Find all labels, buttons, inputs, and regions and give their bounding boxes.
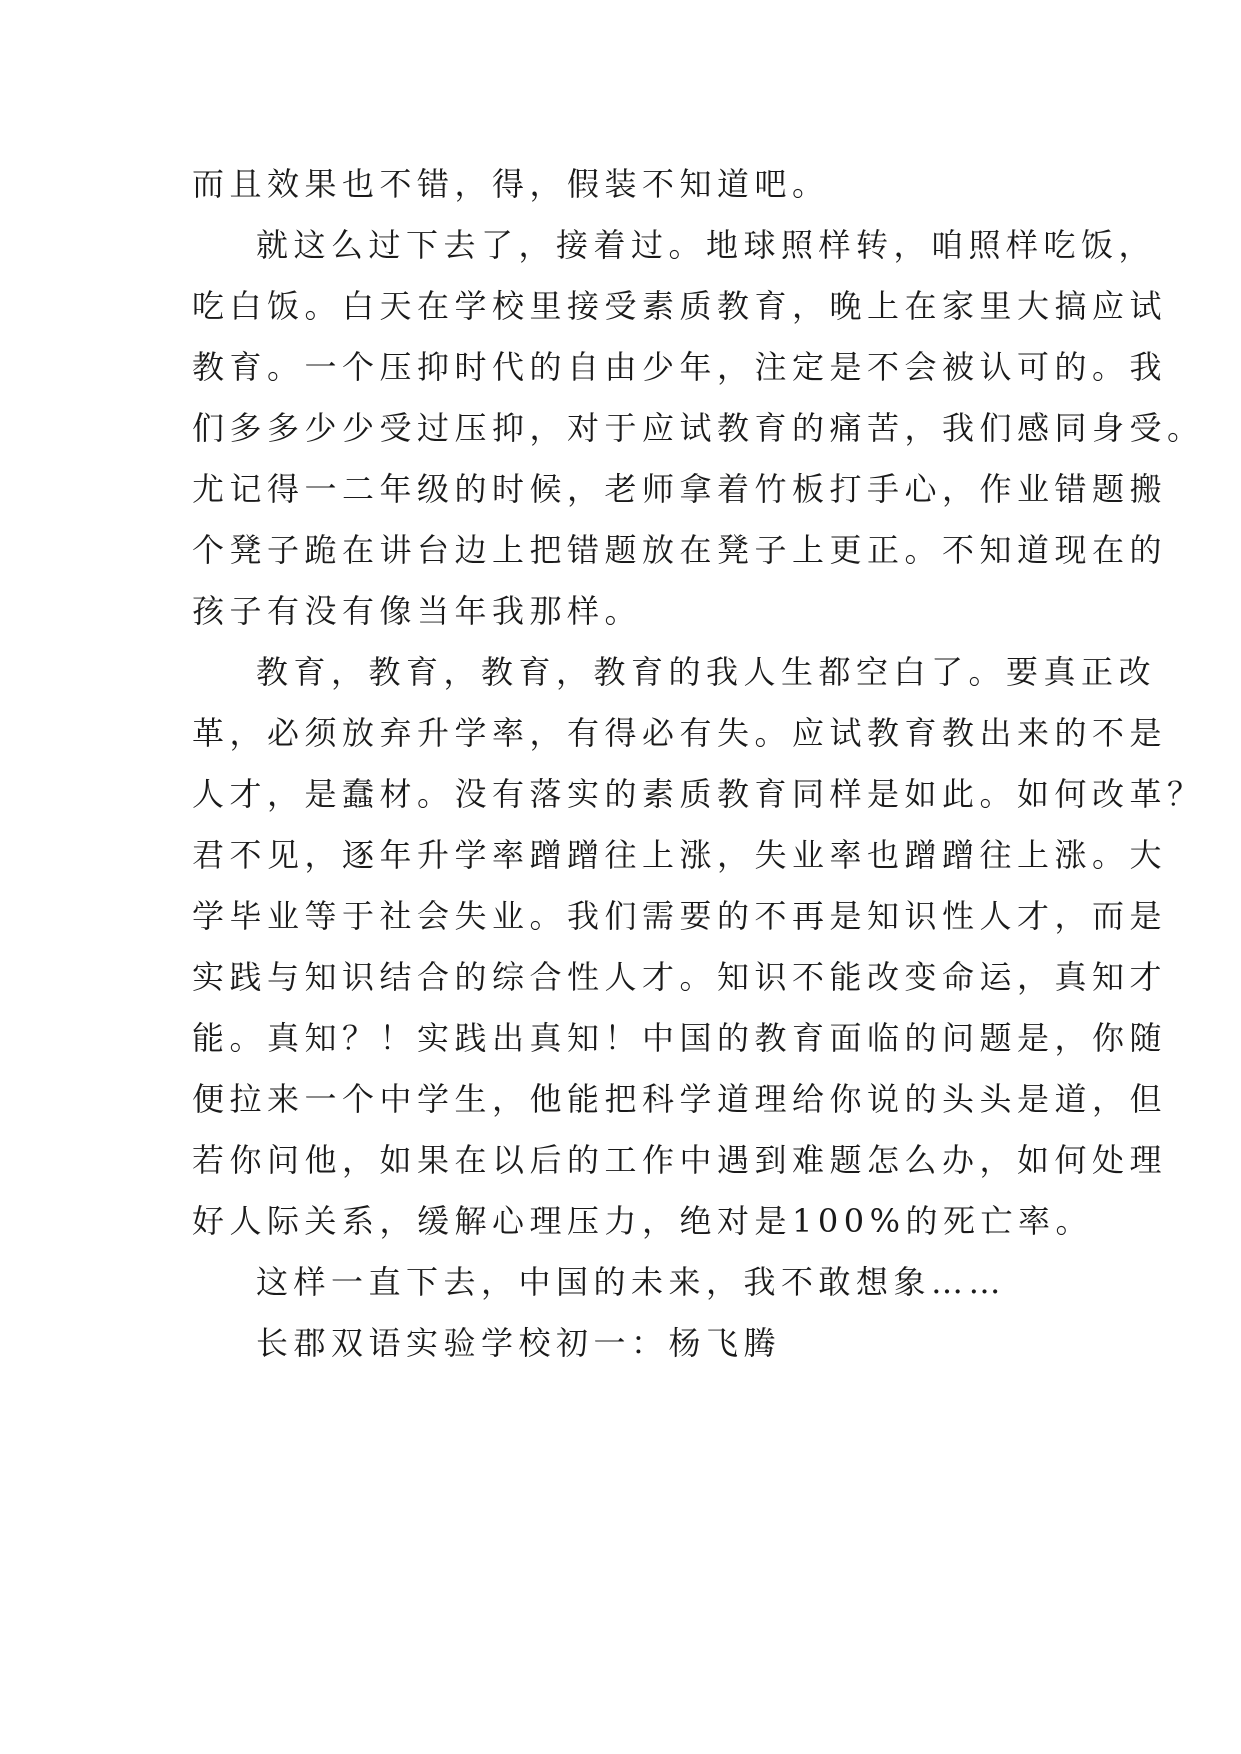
text-line: 个凳子跪在讲台边上把错题放在凳子上更正。不知道现在的 <box>192 531 1168 569</box>
text-line: 若你问他，如果在以后的工作中遇到难题怎么办，如何处理 <box>192 1141 1168 1179</box>
text-line: 好人际关系，缓解心理压力，绝对是100%的死亡率。 <box>192 1202 1093 1240</box>
text-line: 实践与知识结合的综合性人才。知识不能改变命运，真知才 <box>192 958 1168 996</box>
text-line: 吃白饭。白天在学校里接受素质教育，晚上在家里大搞应试 <box>192 287 1168 325</box>
text-line: 教育。一个压抑时代的自由少年，注定是不会被认可的。我 <box>192 348 1168 386</box>
text-line: 而且效果也不错，得，假装不知道吧。 <box>192 165 830 203</box>
text-line: 教育，教育，教育，教育的我人生都空白了。要真正改 <box>256 653 1157 691</box>
text-line: 学毕业等于社会失业。我们需要的不再是知识性人才，而是 <box>192 897 1168 935</box>
essay-body <box>192 154 1205 1374</box>
text-line: 人才，是蠢材。没有落实的素质教育同样是如此。如何改革？ <box>192 775 1205 813</box>
text-line: 革，必须放弃升学率，有得必有失。应试教育教出来的不是 <box>192 714 1168 752</box>
text-line: 就这么过下去了，接着过。地球照样转，咱照样吃饭， <box>256 226 1157 264</box>
author-signature-line: 长郡双语实验学校初一：杨飞腾 <box>256 1324 782 1362</box>
text-line: 这样一直下去，中国的未来，我不敢想象…… <box>256 1263 1007 1301</box>
text-line: 孩子有没有像当年我那样。 <box>192 592 643 630</box>
text-line: 君不见，逐年升学率蹭蹭往上涨，失业率也蹭蹭往上涨。大 <box>192 836 1168 874</box>
text-line: 们多多少少受过压抑，对于应试教育的痛苦，我们感同身受。 <box>192 409 1205 447</box>
text-line: 能。真知？！实践出真知！中国的教育面临的问题是，你随 <box>192 1019 1168 1057</box>
text-line: 便拉来一个中学生，他能把科学道理给你说的头头是道，但 <box>192 1080 1168 1118</box>
text-line: 尤记得一二年级的时候，老师拿着竹板打手心，作业错题搬 <box>192 470 1168 508</box>
